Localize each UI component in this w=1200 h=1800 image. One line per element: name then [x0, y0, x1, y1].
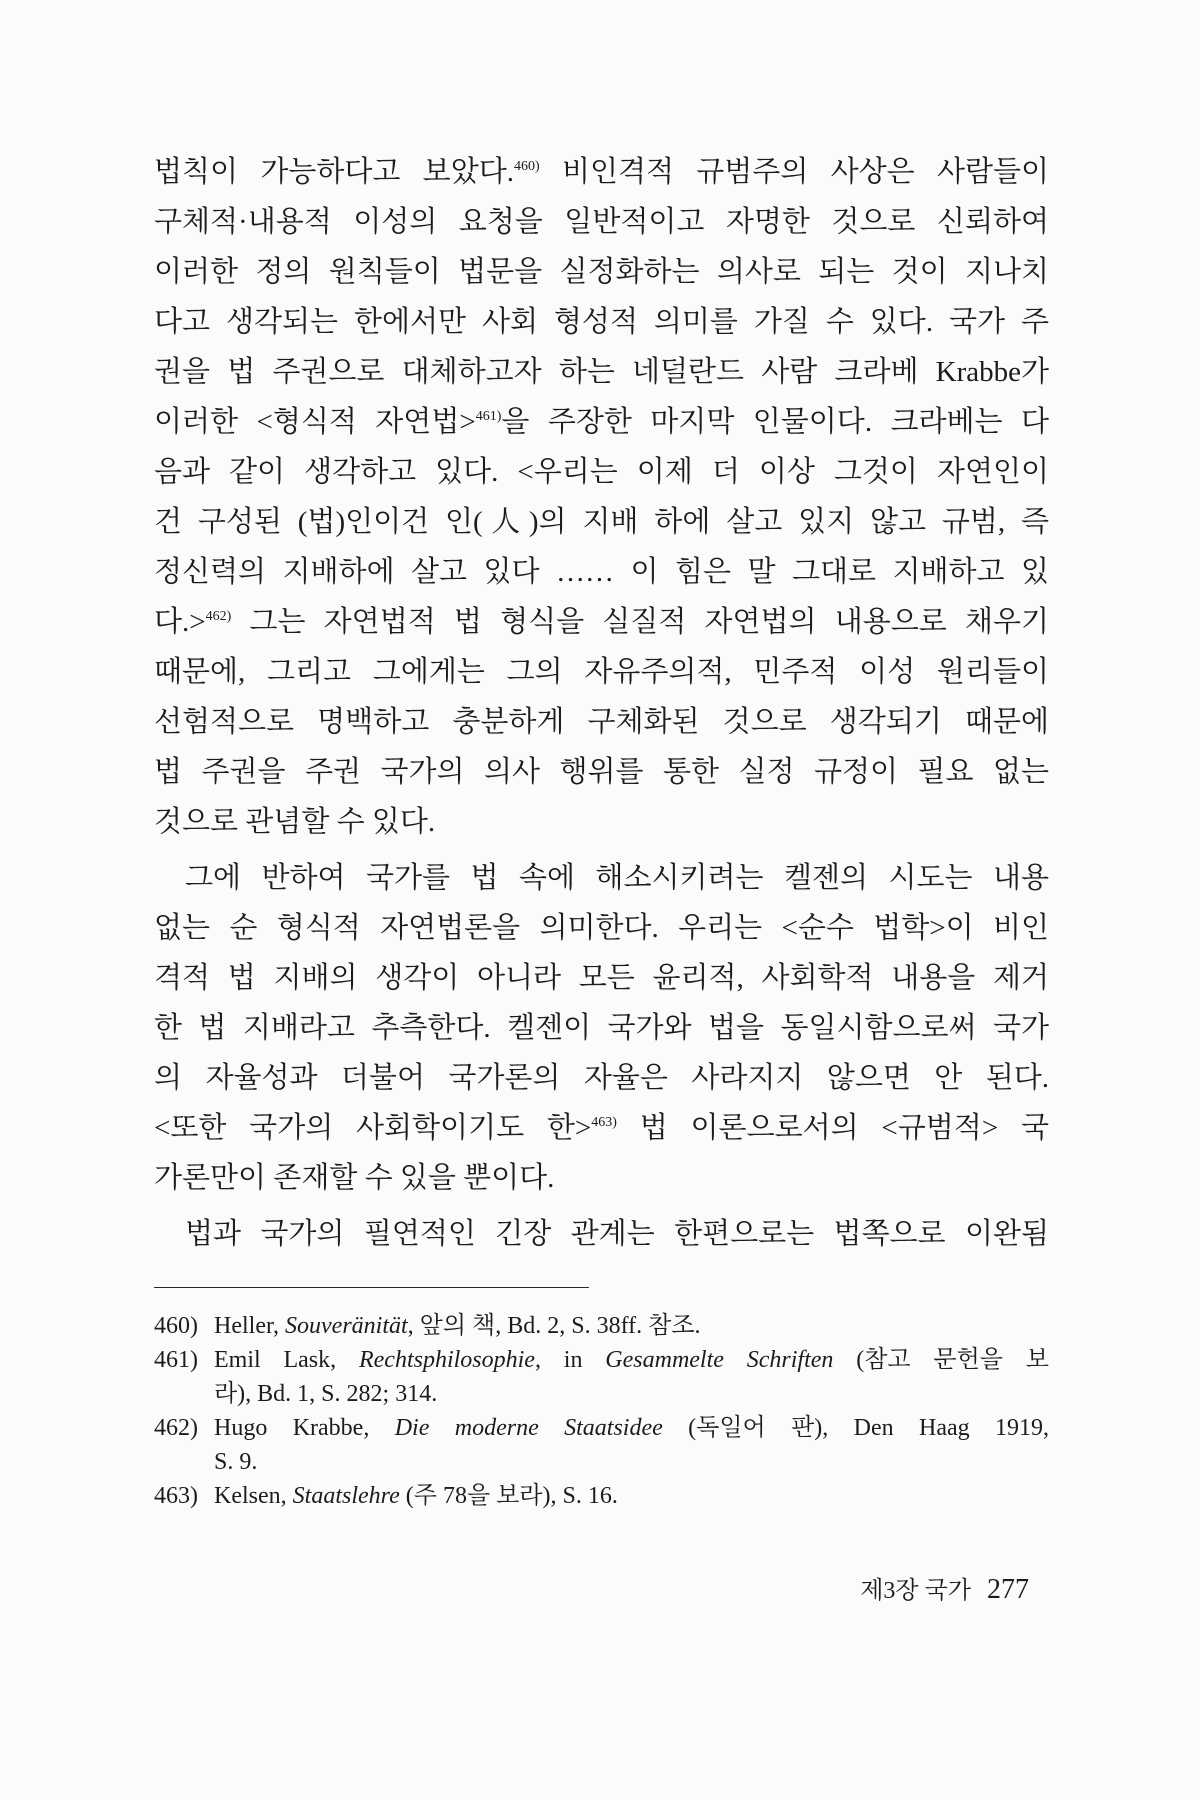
footnote-ref: 463): [591, 1115, 617, 1130]
chapter-label: 제3장 국가: [860, 1578, 971, 1604]
body-line-text: <또한 국가의 사회학이기도 한>: [154, 1112, 592, 1144]
page-number: 277: [987, 1574, 1029, 1605]
body-line: 법과 국가의 필연적인 긴장 관계는 한편으로는 법쪽으로 이완됨: [185, 1218, 1049, 1250]
running-footer: [860, 1572, 1029, 1608]
paragraph: [154, 147, 1049, 847]
body-line: 한 법 지배라고 추측한다. 켈젠이 국가와 법을 동일시함으로써 국가: [154, 1012, 1049, 1044]
body-line: 가론만이 존재할 수 있을 뿐이다.: [154, 1162, 555, 1194]
footnote-line: [214, 1343, 1049, 1377]
body-line: [154, 397, 1049, 447]
body-line: 때문에, 그리고 그에게는 그의 자유주의적, 민주적 이성 원리들이: [154, 656, 1049, 688]
footnote-title: Rechtsphilosophie: [358, 1347, 535, 1373]
body-line: 그에 반하여 국가를 법 속에 해소시키려는 켈젠의 시도는 내용: [185, 862, 1049, 894]
footnote-text: Heller,: [214, 1313, 286, 1339]
footnote-number: 461): [154, 1347, 198, 1373]
footnote-text: (참고 문헌을 보: [833, 1347, 1049, 1373]
body-line-text: 법 이론으로서의 <규범적> 국: [616, 1112, 1049, 1144]
body-line: 음과 같이 생각하고 있다. <우리는 이제 더 이상 그것이 자연인이: [154, 456, 1049, 488]
footnote-number: 462): [154, 1415, 198, 1441]
body-line: [154, 597, 1049, 647]
footnote-text: (주 78을 보라), S. 16.: [399, 1483, 618, 1509]
footnote-text: Emil Lask,: [214, 1347, 359, 1373]
body-line: 법 주권을 주권 국가의 의사 행위를 통한 실정 규정이 필요 없는: [154, 756, 1049, 788]
body-line: 것으로 관념할 수 있다.: [154, 806, 436, 838]
footnote: [154, 1411, 1049, 1479]
footnote-number: 463): [154, 1483, 198, 1509]
footnote: [154, 1479, 1049, 1513]
footnote: [154, 1309, 1049, 1343]
body-line: [154, 147, 1049, 197]
body-line-text: 법칙이 가능하다고 보았다.: [154, 156, 514, 188]
body-line-text: 비인격적 규범주의 사상은 사람들이: [539, 156, 1049, 188]
body-line-text: 다.>: [154, 606, 206, 638]
footnote-text: (독일어 판), Den Haag 1919,: [662, 1415, 1049, 1441]
main-text: [154, 147, 1049, 1259]
body-line: [154, 1103, 1049, 1153]
footnote-line: [214, 1445, 1049, 1479]
footnote-title: Die moderne Staatsidee: [394, 1415, 663, 1441]
footnote-text: , in: [534, 1347, 606, 1373]
body-line: 다고 생각되는 한에서만 사회 형성적 의미를 가질 수 있다. 국가 주: [154, 306, 1049, 338]
body-line: 권을 법 주권으로 대체하고자 하는 네덜란드 사람 크라베 Krabbe가: [154, 356, 1049, 388]
footnote-separator: [154, 1287, 589, 1288]
body-line: 선험적으로 명백하고 충분하게 구체화된 것으로 생각되기 때문에: [154, 706, 1049, 738]
footnote-ref: 461): [475, 409, 502, 424]
body-line-text: 을 주장한 마지막 인물이다. 크라베는 다: [501, 406, 1049, 438]
footnote-line: [214, 1309, 1049, 1343]
footnote: [154, 1343, 1049, 1411]
footnote-text: S. 9.: [214, 1449, 258, 1475]
footnote-ref: 462): [205, 609, 232, 624]
body-line: 없는 순 형식적 자연법론을 의미한다. 우리는 <순수 법학>이 비인: [154, 912, 1049, 944]
body-line-text: 그는 자연법적 법 형식을 실질적 자연법의 내용으로 채우기: [231, 606, 1049, 638]
footnote-line: [214, 1411, 1049, 1445]
footnote-text: , 앞의 책, Bd. 2, S. 38ff. 참조.: [407, 1313, 701, 1339]
footnote-text: Hugo Krabbe,: [214, 1415, 395, 1441]
paragraph: [154, 1209, 1049, 1259]
body-line-text: 이러한 <형식적 자연법>: [154, 406, 476, 438]
footnote-line: [214, 1479, 1049, 1513]
footnote-ref: 460): [513, 159, 540, 174]
footnotes: [154, 1309, 1049, 1513]
footnote-line: [214, 1377, 1049, 1411]
body-line: 의 자율성과 더불어 국가론의 자율은 사라지지 않으면 안 된다.: [154, 1062, 1049, 1094]
footnote-text: 라), Bd. 1, S. 282; 314.: [214, 1381, 438, 1407]
footnote-title: Gesammelte Schriften: [605, 1347, 834, 1373]
body-line: 정신력의 지배하에 살고 있다 …… 이 힘은 말 그대로 지배하고 있: [154, 556, 1049, 588]
body-line: 건 구성된 (법)인이건 인(人)의 지배 하에 살고 있지 않고 규범, 즉: [154, 506, 1049, 538]
paragraph: [154, 853, 1049, 1203]
body-line: 격적 법 지배의 생각이 아니라 모든 윤리적, 사회학적 내용을 제거: [154, 962, 1049, 994]
body-line: 구체적·내용적 이성의 요청을 일반적이고 자명한 것으로 신뢰하여: [154, 206, 1049, 238]
footnote-title: Souveränität: [285, 1313, 408, 1339]
footnote-title: Staatslehre: [292, 1483, 400, 1509]
footnote-text: Kelsen,: [214, 1483, 293, 1509]
footnote-number: 460): [154, 1313, 198, 1339]
body-line: 이러한 정의 원칙들이 법문을 실정화하는 의사로 되는 것이 지나치: [154, 256, 1049, 288]
